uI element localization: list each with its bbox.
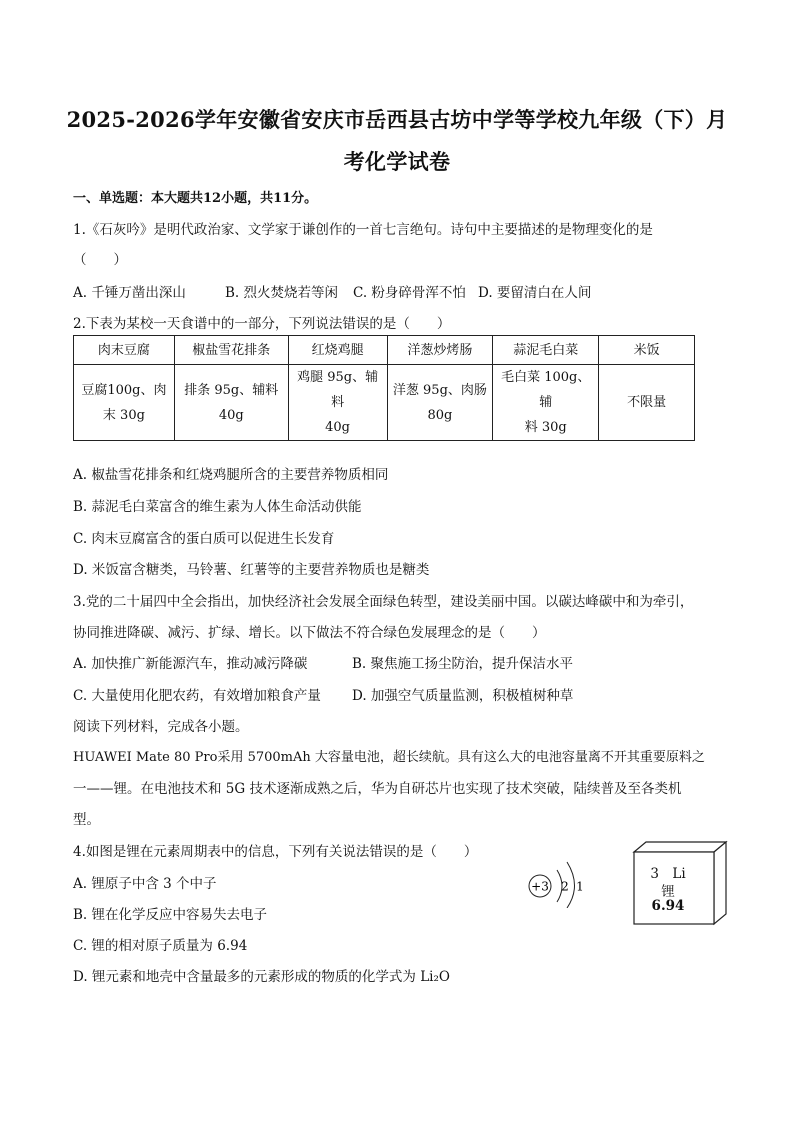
q4-stem: 4.如图是锂在元素周期表中的信息，下列有关说法错误的是（ ） <box>73 844 478 860</box>
shell-2-electrons: 1 <box>576 879 584 894</box>
menu-table <box>73 335 695 441</box>
table-cell <box>387 365 493 441</box>
q1-option-b: B. 烈火焚烧若等闲 <box>225 285 339 301</box>
q2-option-a: A. 椒盐雪花排条和红烧鸡腿所含的主要营养物质相同 <box>73 467 389 483</box>
table-header-cell: 米饭 <box>599 336 695 365</box>
table-header-cell: 洋葱炒烤肠 <box>387 336 493 365</box>
table-cell-line: 不限量 <box>627 395 667 410</box>
table-cell <box>599 365 695 441</box>
page-title-line1: 2025-2026学年安徽省安庆市岳西县古坊中学等学校九年级（下）月 <box>66 107 728 132</box>
table-header-cell: 蒜泥毛白菜 <box>493 336 599 365</box>
q2-stem: 2.下表为某校一天食谱中的一部分，下列说法错误的是（ ） <box>73 316 451 332</box>
reading-paragraph-line3: 型。 <box>73 812 100 828</box>
table-cell-line: 料 30g <box>524 420 567 435</box>
q4-option-a: A. 锂原子中含 3 个中子 <box>73 876 217 892</box>
table-cell <box>493 365 599 441</box>
table-cell-line: 鸡腿 95g、辅料 <box>297 370 379 410</box>
reading-paragraph-line2: 一——锂。在电池技术和 5G 技术逐渐成熟之后，华为自研芯片也实现了技术突破，陆续普及至各类机 <box>73 781 682 797</box>
lithium-atom-diagram <box>524 848 594 908</box>
reading-intro: 阅读下列材料，完成各小题。 <box>73 719 249 735</box>
element-name: 锂 <box>661 884 675 900</box>
q3-option-d: D. 加强空气质量监测，积极植树种草 <box>352 688 574 704</box>
table-cell-line: 40g <box>325 420 351 435</box>
q1-option-d: D. 要留清白在人间 <box>478 285 592 301</box>
q2-option-d: D. 米饭富含糖类，马铃薯、红薯等的主要营养物质也是糖类 <box>73 562 430 578</box>
table-cell-line: 40g <box>218 407 244 423</box>
q2-option-b: B. 蒜泥毛白菜富含的维生素为人体生命活动供能 <box>73 499 362 515</box>
reading-paragraph-line1: HUAWEI Mate 80 Pro采用 5700mAh 大容量电池，超长续航。具有这么大的电池容量离不开其重要原料之 <box>73 750 705 765</box>
page-title-line2: 考化学试卷 <box>343 149 451 174</box>
q3-stem-line2: 协同推进降碳、减污、扩绿、增长。以下做法不符合绿色发展理念的是（ ） <box>73 625 546 641</box>
shell-1-electrons: 2 <box>561 879 569 894</box>
q4-option-c: C. 锂的相对原子质量为 6.94 <box>73 938 248 954</box>
q3-option-a: A. 加快推广新能源汽车，推动减污降碳 <box>73 656 308 672</box>
table-cell-line: 豆腐100g、肉 <box>81 382 167 398</box>
q1-option-c: C. 粉身碎骨浑不怕 <box>353 285 466 301</box>
table-cell <box>288 365 387 441</box>
table-header-cell: 红烧鸡腿 <box>288 336 387 365</box>
menu-table-header-row <box>74 336 695 365</box>
table-header-cell: 椒盐雪花排条 <box>174 336 288 365</box>
q1-option-a: A. 千锤万凿出深山 <box>73 285 186 301</box>
table-cell <box>174 365 288 441</box>
q3-stem-line1: 3.党的二十届四中全会指出，加快经济社会发展全面绿色转型，建设美丽中国。以碳达峰碳中和为牵引， <box>73 594 694 610</box>
table-cell-line: 排条 95g、辅料 <box>184 382 279 398</box>
table-header-cell: 肉末豆腐 <box>74 336 175 365</box>
table-cell <box>74 365 175 441</box>
q2-option-c: C. 肉末豆腐富含的蛋白质可以促进生长发育 <box>73 531 335 547</box>
table-cell-line: 80g <box>427 407 453 423</box>
table-cell-line: 洋葱 95g、肉肠 <box>392 382 487 398</box>
q4-option-d: D. 锂元素和地壳中含量最多的元素形成的物质的化学式为 Li₂O <box>73 969 450 985</box>
element-atomic-mass: 6.94 <box>651 898 685 914</box>
section-heading: 一、单选题：本大题共12小题，共11分。 <box>73 191 318 206</box>
nucleus-charge: +3 <box>531 879 549 894</box>
table-cell-line: 末 30g <box>102 407 145 423</box>
q1-stem-line2: （ ） <box>73 252 127 268</box>
table-cell-line: 毛白菜 100g、辅 <box>501 370 591 410</box>
q3-option-b: B. 聚焦施工扬尘防治，提升保洁水平 <box>352 656 574 672</box>
menu-table-row <box>74 365 695 441</box>
q1-stem-line1: 1.《石灰吟》是明代政治家、文学家于谦创作的一首七言绝句。诗句中主要描述的是物理变化的是 <box>73 222 653 238</box>
q4-option-b: B. 锂在化学反应中容易失去电子 <box>73 907 268 923</box>
q3-option-c: C. 大量使用化肥农药，有效增加粮食产量 <box>73 688 321 704</box>
element-number-symbol: 3 Li <box>650 866 686 882</box>
